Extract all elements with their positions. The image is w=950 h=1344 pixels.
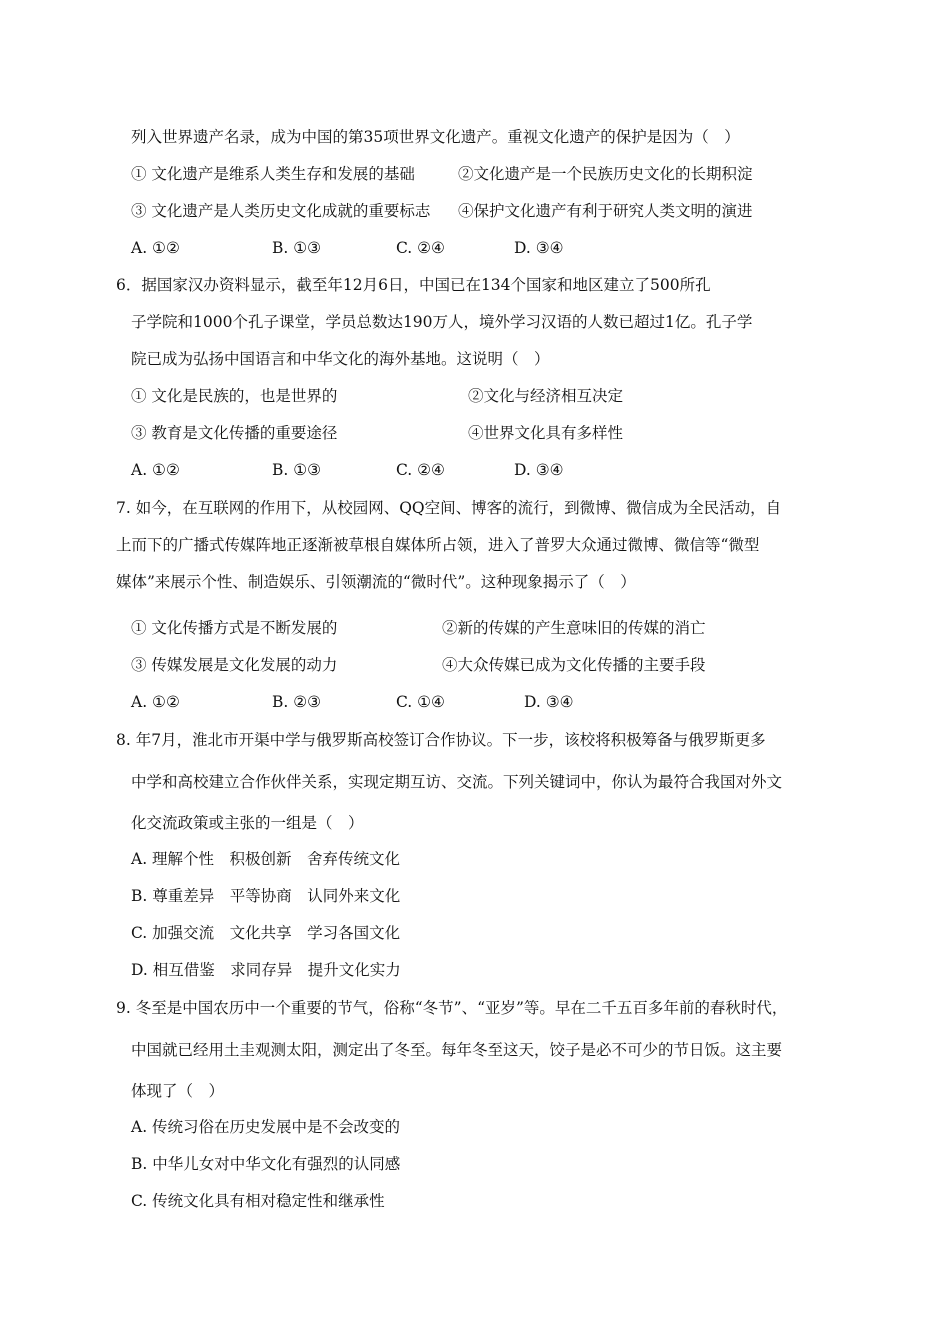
q7-stem-line1: 7. 如今，在互联网的作用下，从校园网、QQ空间、博客的流行，到微博、微信成为全民活动，自 xyxy=(116,499,782,517)
q9-option-c: C. 传统文化具有相对稳定性和继承性 xyxy=(131,1192,385,1210)
q9-stem-line2: 中国就已经用土圭观测太阳，测定出了冬至。每年冬至这天，饺子是必不可少的节日饭。这主要 xyxy=(131,1041,783,1059)
q6-statement-2: ②文化与经济相互决定 xyxy=(468,387,624,405)
q9-stem-line1: 9. 冬至是中国农历中一个重要的节气，俗称“冬节”、“亚岁”等。早在二千五百多年前的春秋时代， xyxy=(116,999,788,1017)
q5-option-d: D. ③④ xyxy=(514,239,564,257)
q6-option-a: A. ①② xyxy=(131,461,180,479)
q9-option-a: A. 传统习俗在历史发展中是不会改变的 xyxy=(131,1118,401,1136)
q9-stem-line3: 体现了（ ） xyxy=(131,1082,225,1100)
q7-statement-3: ③ 传媒发展是文化发展的动力 xyxy=(131,656,338,674)
q6-stem-line3: 院已成为弘扬中国语言和中华文化的海外基地。这说明（ ） xyxy=(131,350,550,368)
q6-option-d: D. ③④ xyxy=(514,461,564,479)
q7-option-c: C. ①④ xyxy=(396,693,445,711)
q8-option-a: A. 理解个性 积极创新 舍弃传统文化 xyxy=(131,850,401,868)
q8-option-b: B. 尊重差异 平等协商 认同外来文化 xyxy=(131,887,401,905)
q7-option-d: D. ③④ xyxy=(524,693,574,711)
q6-option-c: C. ②④ xyxy=(396,461,445,479)
q6-stem-line1: 6．据国家汉办资料显示，截至年12月6日，中国已在134个国家和地区建立了500所孔 xyxy=(116,276,711,294)
q8-stem-line1: 8. 年7月，淮北市开渠中学与俄罗斯高校签订合作协议。下一步，该校将积极筹备与俄罗斯更多 xyxy=(116,731,766,749)
q6-statement-3: ③ 教育是文化传播的重要途径 xyxy=(131,424,338,442)
q5-statement-2: ②文化遗产是一个民族历史文化的长期积淀 xyxy=(458,165,753,183)
q5-option-b: B. ①③ xyxy=(272,239,322,257)
q7-statement-1: ① 文化传播方式是不断发展的 xyxy=(131,619,338,637)
q6-stem-line2: 子学院和1000个孔子课堂，学员总数达190万人，境外学习汉语的人数已超过1亿。孔子学 xyxy=(131,313,753,331)
q5-option-a: A. ①② xyxy=(131,239,180,257)
q6-option-b: B. ①③ xyxy=(272,461,322,479)
q9-option-b: B. 中华儿女对中华文化有强烈的认同感 xyxy=(131,1155,401,1173)
q6-statement-4: ④世界文化具有多样性 xyxy=(468,424,624,442)
q7-stem-line3: 媒体”来展示个性、制造娱乐、引领潮流的“微时代”。这种现象揭示了（ ） xyxy=(116,573,636,591)
q8-option-d: D. 相互借鉴 求同存异 提升文化实力 xyxy=(131,961,401,979)
q5-statement-3: ③ 文化遗产是人类历史文化成就的重要标志 xyxy=(131,202,431,220)
q8-stem-line2: 中学和高校建立合作伙伴关系，实现定期互访、交流。下列关键词中，你认为最符合我国对外文 xyxy=(131,773,783,791)
q5-stem: 列入世界遗产名录，成为中国的第35项世界文化遗产。重视文化遗产的保护是因为（ ） xyxy=(131,128,740,146)
q7-statement-2: ②新的传媒的产生意味旧的传媒的消亡 xyxy=(442,619,706,637)
q7-option-a: A. ①② xyxy=(131,693,180,711)
q8-stem-line3: 化交流政策或主张的一组是（ ） xyxy=(131,814,364,832)
q7-option-b: B. ②③ xyxy=(272,693,322,711)
q7-statement-4: ④大众传媒已成为文化传播的主要手段 xyxy=(442,656,706,674)
q7-stem-line2: 上而下的广播式传媒阵地正逐渐被草根自媒体所占领，进入了普罗大众通过微博、微信等“微型 xyxy=(116,536,760,554)
q5-statement-4: ④保护文化遗产有利于研究人类文明的演进 xyxy=(458,202,753,220)
q5-statement-1: ① 文化遗产是维系人类生存和发展的基础 xyxy=(131,165,415,183)
q8-option-c: C. 加强交流 文化共享 学习各国文化 xyxy=(131,924,401,942)
q6-statement-1: ① 文化是民族的，也是世界的 xyxy=(131,387,338,405)
q5-option-c: C. ②④ xyxy=(396,239,445,257)
